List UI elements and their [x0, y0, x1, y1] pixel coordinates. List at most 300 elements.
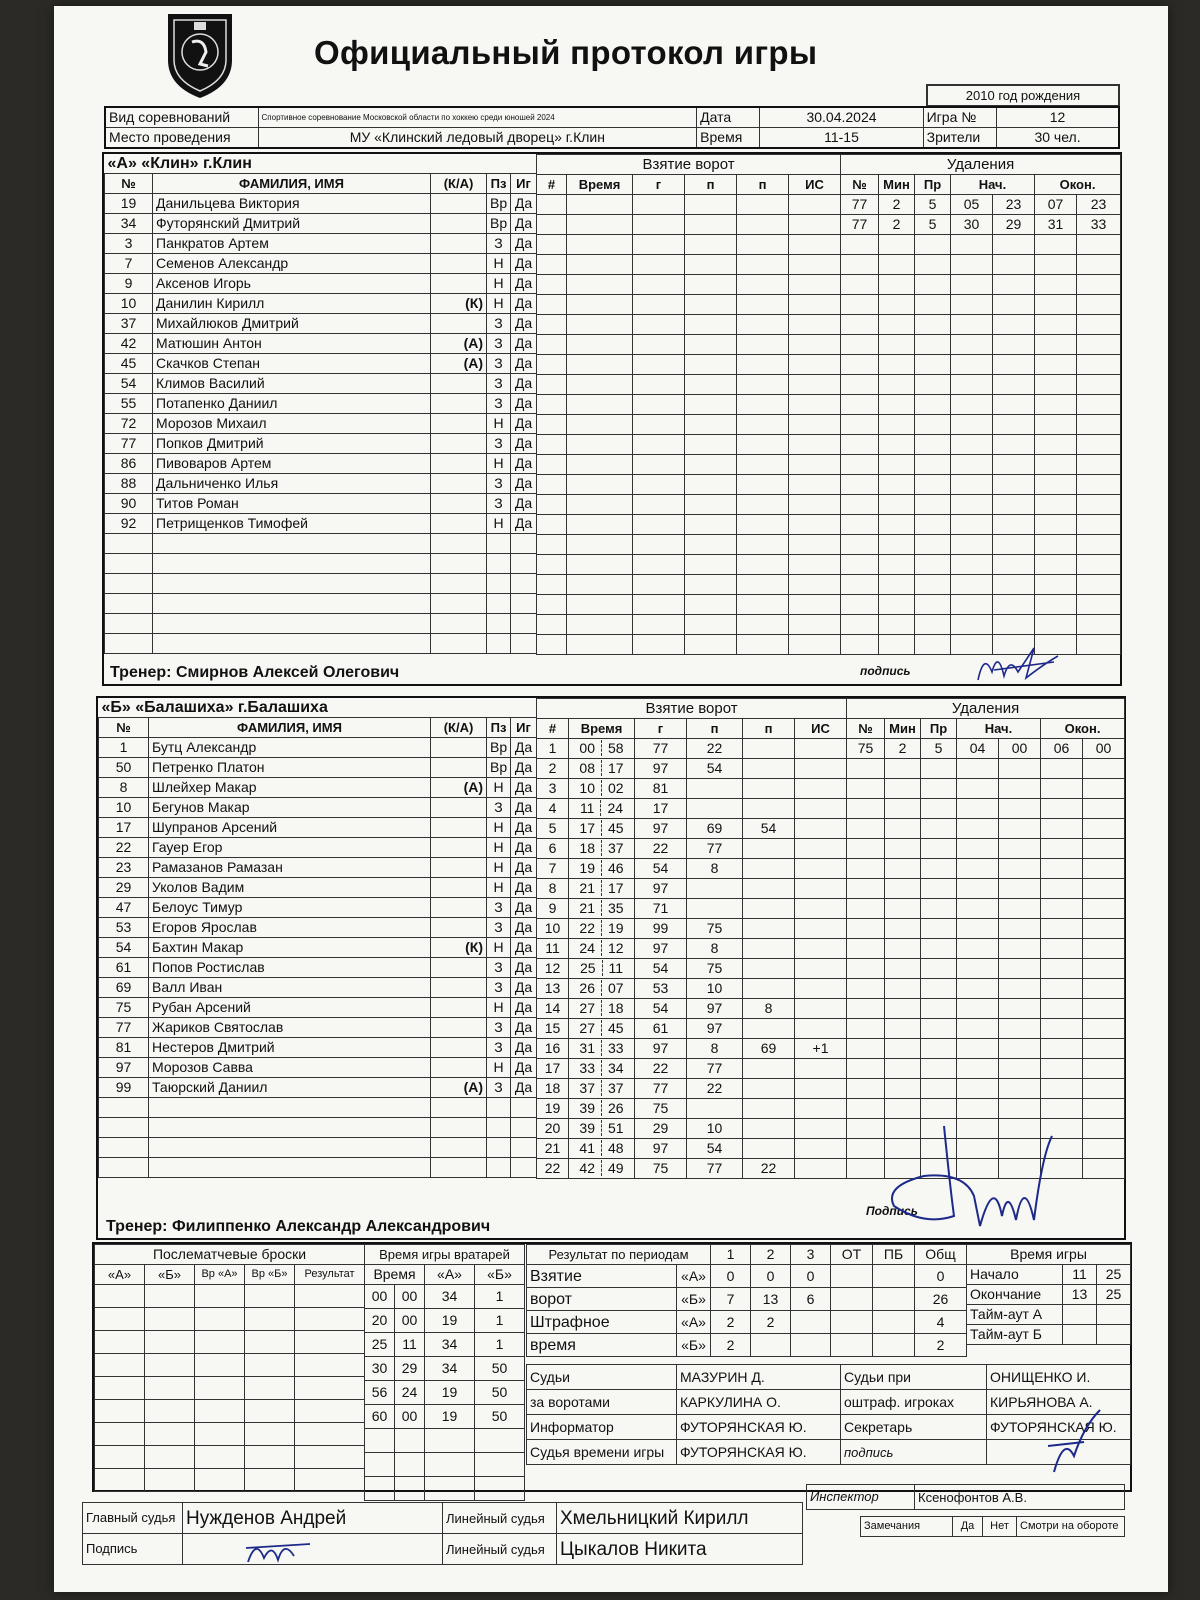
federation-logo — [164, 8, 236, 100]
line-ref-2: Цыкалов Никита — [557, 1534, 803, 1565]
team-b-sign-label: Подпись — [866, 1204, 918, 1218]
player-position: З — [487, 1018, 511, 1038]
empty-cell — [737, 575, 789, 595]
empty-cell — [1035, 375, 1077, 395]
player-played: Да — [511, 234, 537, 254]
empty-cell — [737, 215, 789, 235]
player-number: 23 — [99, 858, 149, 878]
penalty-row — [847, 739, 1125, 759]
empty-cell — [921, 759, 957, 779]
team-a-goals — [536, 154, 841, 655]
empty-cell — [999, 759, 1041, 779]
empty-cell — [847, 919, 885, 939]
empty-cell — [885, 859, 921, 879]
player-role — [431, 818, 487, 838]
empty-cell — [1041, 1059, 1083, 1079]
player-name: Таюрский Даниил — [149, 1078, 431, 1098]
empty-cell — [195, 1469, 245, 1492]
player-number: 97 — [99, 1058, 149, 1078]
empty-cell — [1077, 435, 1121, 455]
player-row — [99, 1038, 537, 1058]
col-pen-min: Мин — [879, 175, 915, 195]
goal-second: 34 — [608, 1060, 624, 1076]
player-number: 69 — [99, 978, 149, 998]
empty-cell — [487, 574, 511, 594]
empty-cell — [475, 1453, 525, 1477]
penalty-row — [847, 1059, 1125, 1079]
empty-cell — [885, 999, 921, 1019]
empty-cell — [567, 435, 633, 455]
player-position: Н — [487, 414, 511, 434]
empty-cell — [1035, 275, 1077, 295]
empty-cell — [195, 1354, 245, 1377]
player-position: Н — [487, 998, 511, 1018]
goal-strength — [795, 1019, 847, 1039]
goal-strength — [795, 979, 847, 999]
penalty-number: 75 — [847, 739, 885, 759]
penalty-row — [841, 255, 1121, 275]
shootout-row — [95, 1308, 365, 1331]
goal-second: 37 — [608, 840, 624, 856]
time-separator — [601, 880, 602, 896]
goal-index: 10 — [537, 919, 569, 939]
end-label: Окончание — [967, 1285, 1063, 1305]
remarks-yes: Да — [953, 1517, 983, 1537]
penalty-row — [847, 999, 1125, 1019]
end-min: 25 — [1097, 1285, 1131, 1305]
player-number: 19 — [105, 194, 153, 214]
empty-cell — [1083, 1159, 1125, 1179]
empty-cell — [195, 1377, 245, 1400]
goal-minute: 08 — [579, 760, 595, 776]
empty-cell — [789, 255, 841, 275]
empty-cell — [847, 939, 885, 959]
goal-scorer: 97 — [635, 1039, 687, 1059]
penalty-row — [841, 535, 1121, 555]
team-a-pen-title: Удаления — [841, 155, 1121, 175]
player-number: 10 — [105, 294, 153, 314]
time-separator — [601, 980, 602, 996]
empty-cell — [537, 355, 567, 375]
player-name: Семенов Александр — [153, 254, 431, 274]
empty-cell — [153, 594, 431, 614]
empty-cell — [567, 195, 633, 215]
empty-cell — [957, 959, 999, 979]
line-ref-1: Хмельницкий Кирилл — [557, 1503, 803, 1534]
empty-cell — [685, 535, 737, 555]
timeout-b-label: Тайм-аут Б — [967, 1325, 1063, 1345]
goal-row — [537, 275, 841, 295]
goal-row — [537, 879, 847, 899]
empty-cell — [425, 1453, 475, 1477]
empty-cell — [685, 515, 737, 535]
penalty-row — [847, 1079, 1125, 1099]
empty-cell — [921, 839, 957, 859]
col-position: Пз — [487, 174, 511, 194]
empty-cell — [999, 819, 1041, 839]
empty-cell — [737, 195, 789, 215]
col-assist-1: п — [685, 175, 737, 195]
goal-row — [537, 839, 847, 859]
goal-row — [537, 555, 841, 575]
goalie-time-row — [365, 1285, 525, 1309]
empty-cell — [789, 355, 841, 375]
col-pen-start: Нач. — [957, 719, 1041, 739]
empty-cell — [95, 1285, 145, 1308]
goal-assist-2: 22 — [743, 1159, 795, 1179]
player-row — [105, 514, 537, 534]
empty-cell — [431, 554, 487, 574]
penalty-row — [847, 839, 1125, 859]
empty-cell — [95, 1400, 145, 1423]
empty-cell — [789, 475, 841, 495]
period-team: «А» — [677, 1265, 711, 1288]
empty-cell — [245, 1400, 295, 1423]
gk-goalie-b: 1 — [475, 1285, 525, 1309]
goal-minute: 42 — [579, 1160, 595, 1176]
empty-cell — [633, 515, 685, 535]
goal-scorer: 29 — [635, 1119, 687, 1139]
officials-sign-label: подпись — [841, 1440, 987, 1465]
goal-second: 35 — [608, 900, 624, 916]
empty-cell — [685, 395, 737, 415]
empty-cell — [915, 475, 951, 495]
goal-scorer: 97 — [635, 879, 687, 899]
empty-cell — [841, 295, 879, 315]
penalty-minutes: 2 — [879, 215, 915, 235]
player-played: Да — [511, 818, 537, 838]
empty-cell — [567, 495, 633, 515]
empty-cell — [921, 959, 957, 979]
player-played: Да — [511, 454, 537, 474]
empty-cell — [885, 1079, 921, 1099]
empty-cell — [431, 1098, 487, 1118]
empty-cell — [537, 455, 567, 475]
time-separator — [601, 1000, 602, 1016]
protocol-sheet — [54, 6, 1168, 1592]
period-value: 2 — [711, 1311, 751, 1334]
player-name: Бутц Александр — [149, 738, 431, 758]
penalty-start-min: 05 — [951, 195, 993, 215]
secretary-label: Секретарь — [841, 1415, 987, 1440]
empty-cell — [145, 1469, 195, 1492]
period-value: 0 — [791, 1265, 831, 1288]
player-role — [431, 858, 487, 878]
empty-cell — [105, 574, 153, 594]
empty-cell — [879, 475, 915, 495]
empty-cell — [1083, 999, 1125, 1019]
time-separator — [601, 1020, 602, 1036]
goal-row — [537, 1139, 847, 1159]
empty-cell — [847, 839, 885, 859]
empty-cell — [487, 554, 511, 574]
goal-row — [537, 899, 847, 919]
empty-cell — [195, 1285, 245, 1308]
player-number: 77 — [99, 1018, 149, 1038]
empty-cell — [567, 615, 633, 635]
empty-cell — [537, 335, 567, 355]
empty-cell — [245, 1469, 295, 1492]
empty-cell — [153, 614, 431, 634]
empty-cell — [915, 375, 951, 395]
game-time-title: Время игры — [967, 1245, 1131, 1265]
player-role — [431, 374, 487, 394]
empty-cell — [1035, 475, 1077, 495]
empty-cell — [567, 315, 633, 335]
empty-cell — [195, 1446, 245, 1469]
player-played: Да — [511, 1058, 537, 1078]
goal-row — [537, 515, 841, 535]
player-played: Да — [511, 194, 537, 214]
goalie-time-row — [365, 1453, 525, 1477]
team-b-pen-title: Удаления — [847, 699, 1125, 719]
empty-cell — [737, 415, 789, 435]
player-role — [431, 838, 487, 858]
informer-label: Информатор — [527, 1415, 677, 1440]
start-hour: 11 — [1063, 1265, 1097, 1285]
empty-cell — [1083, 899, 1125, 919]
empty-cell — [1077, 355, 1121, 375]
player-name: Скачков Степан — [153, 354, 431, 374]
empty-cell — [847, 1159, 885, 1179]
empty-cell — [567, 535, 633, 555]
goal-assist-2 — [743, 899, 795, 919]
player-name: Шупранов Арсений — [149, 818, 431, 838]
player-played: Да — [511, 514, 537, 534]
empty-cell — [245, 1377, 295, 1400]
empty-cell — [915, 415, 951, 435]
empty-cell — [685, 455, 737, 475]
empty-cell — [295, 1285, 365, 1308]
goal-minute: 39 — [579, 1120, 595, 1136]
empty-cell — [633, 615, 685, 635]
empty-cell — [847, 979, 885, 999]
empty-cell — [951, 375, 993, 395]
col-pen-min: Мин — [885, 719, 921, 739]
empty-cell — [879, 295, 915, 315]
empty-cell — [951, 355, 993, 375]
goalie-time-row — [365, 1429, 525, 1453]
penalty-minutes: 2 — [879, 195, 915, 215]
goal-strength — [795, 839, 847, 859]
empty-cell — [685, 595, 737, 615]
empty-cell — [921, 939, 957, 959]
team-b-goals-title: Взятие ворот — [537, 699, 847, 719]
goal-row — [537, 455, 841, 475]
player-row — [105, 534, 537, 554]
empty-cell — [1083, 839, 1125, 859]
goal-row — [537, 315, 841, 335]
start-min: 25 — [1097, 1265, 1131, 1285]
period-team: «Б» — [677, 1334, 711, 1357]
player-name: Гауер Егор — [149, 838, 431, 858]
gk-goalie-a: 34 — [425, 1357, 475, 1381]
player-name: Егоров Ярослав — [149, 918, 431, 938]
empty-cell — [993, 515, 1035, 535]
empty-cell — [487, 1158, 511, 1178]
goal-assist-2 — [743, 759, 795, 779]
player-role: (К) — [431, 938, 487, 958]
empty-cell — [685, 315, 737, 335]
player-row — [105, 314, 537, 334]
empty-cell — [295, 1469, 365, 1492]
player-number: 29 — [99, 878, 149, 898]
player-role — [431, 738, 487, 758]
empty-cell — [993, 315, 1035, 335]
empty-cell — [511, 574, 537, 594]
goal-index: 15 — [537, 1019, 569, 1039]
penalty-reason: 5 — [921, 739, 957, 759]
goal-row — [537, 415, 841, 435]
player-played: Да — [511, 918, 537, 938]
goal-index: 13 — [537, 979, 569, 999]
goal-scorer: 75 — [635, 1099, 687, 1119]
empty-cell — [847, 1039, 885, 1059]
empty-cell — [921, 919, 957, 939]
penalty-judge-1: ОНИЩЕНКО И. — [987, 1365, 1131, 1390]
col-played: Иг — [511, 174, 537, 194]
empty-cell — [245, 1331, 295, 1354]
player-position: Н — [487, 274, 511, 294]
team-a-penalties — [840, 154, 1121, 655]
goal-assist-1: 10 — [687, 1119, 743, 1139]
empty-cell — [633, 595, 685, 615]
empty-cell — [685, 215, 737, 235]
player-name: Михайлюков Дмитрий — [153, 314, 431, 334]
shootout-col-gk-a: Вр «А» — [195, 1265, 245, 1285]
empty-cell — [1083, 1139, 1125, 1159]
empty-cell — [1077, 455, 1121, 475]
empty-cell — [1077, 575, 1121, 595]
empty-cell — [1035, 255, 1077, 275]
player-role — [431, 314, 487, 334]
player-position: Вр — [487, 758, 511, 778]
empty-cell — [951, 595, 993, 615]
empty-cell — [1083, 799, 1125, 819]
player-role — [431, 454, 487, 474]
goal-time — [569, 1079, 635, 1099]
empty-cell — [633, 395, 685, 415]
empty-cell — [993, 615, 1035, 635]
col-ka: (К/А) — [431, 174, 487, 194]
player-role: (А) — [431, 354, 487, 374]
goal-assist-1: 75 — [687, 919, 743, 939]
player-number: 61 — [99, 958, 149, 978]
empty-cell — [1041, 759, 1083, 779]
empty-cell — [789, 375, 841, 395]
empty-cell — [395, 1477, 425, 1501]
goal-assist-1: 54 — [687, 1139, 743, 1159]
empty-cell — [145, 1446, 195, 1469]
player-number: 22 — [99, 838, 149, 858]
empty-cell — [537, 415, 567, 435]
goal-second: 02 — [608, 780, 624, 796]
goal-time — [569, 819, 635, 839]
goal-minute: 17 — [579, 820, 595, 836]
goal-assist-1: 10 — [687, 979, 743, 999]
player-name: Бегунов Макар — [149, 798, 431, 818]
player-name: Климов Василий — [153, 374, 431, 394]
empty-cell — [295, 1400, 365, 1423]
empty-cell — [915, 555, 951, 575]
empty-cell — [633, 335, 685, 355]
empty-cell — [993, 435, 1035, 455]
empty-cell — [685, 375, 737, 395]
goal-row — [537, 799, 847, 819]
empty-cell — [993, 475, 1035, 495]
empty-cell — [847, 959, 885, 979]
goal-row — [537, 595, 841, 615]
player-row — [105, 194, 537, 214]
player-row — [99, 738, 537, 758]
empty-cell — [511, 1098, 537, 1118]
main-ref-sign-label: Подпись — [83, 1534, 183, 1565]
time-separator — [601, 760, 602, 776]
player-name: Уколов Вадим — [149, 878, 431, 898]
goal-index: 12 — [537, 959, 569, 979]
empty-cell — [915, 455, 951, 475]
empty-cell — [737, 435, 789, 455]
empty-cell — [95, 1308, 145, 1331]
player-role — [431, 958, 487, 978]
time-separator — [601, 940, 602, 956]
empty-cell — [885, 939, 921, 959]
empty-cell — [879, 235, 915, 255]
referees-table — [82, 1502, 803, 1565]
empty-cell — [487, 1138, 511, 1158]
empty-cell — [993, 575, 1035, 595]
goal-scorer: 54 — [635, 959, 687, 979]
goal-row — [537, 495, 841, 515]
goal-index: 8 — [537, 879, 569, 899]
penalty-row — [841, 275, 1121, 295]
player-row — [105, 214, 537, 234]
goal-index: 3 — [537, 779, 569, 799]
goal-assist-2 — [743, 919, 795, 939]
goal-strength — [795, 759, 847, 779]
see-back: Смотри на обороте — [1017, 1517, 1125, 1537]
time-value: 11-15 — [760, 128, 923, 149]
secretary-signature — [1044, 1406, 1104, 1476]
empty-cell — [537, 515, 567, 535]
empty-cell — [537, 295, 567, 315]
empty-cell — [915, 435, 951, 455]
empty-cell — [1077, 555, 1121, 575]
player-role — [431, 918, 487, 938]
player-position: З — [487, 374, 511, 394]
player-role — [431, 514, 487, 534]
penalty-judge-2: КИРЬЯНОВА А. — [987, 1390, 1131, 1415]
empty-cell — [789, 335, 841, 355]
player-played: Да — [511, 1078, 537, 1098]
empty-cell — [879, 395, 915, 415]
empty-cell — [999, 799, 1041, 819]
empty-cell — [957, 979, 999, 999]
empty-cell — [431, 594, 487, 614]
penalty-row — [841, 495, 1121, 515]
empty-cell — [99, 1118, 149, 1138]
empty-cell — [1041, 939, 1083, 959]
periods-title: Результат по периодам — [527, 1245, 711, 1265]
empty-cell — [999, 1079, 1041, 1099]
player-number: 45 — [105, 354, 153, 374]
empty-cell — [737, 335, 789, 355]
goal-assist-1 — [687, 799, 743, 819]
period-value — [831, 1334, 873, 1357]
goal-strength — [795, 939, 847, 959]
empty-cell — [789, 415, 841, 435]
empty-cell — [685, 475, 737, 495]
